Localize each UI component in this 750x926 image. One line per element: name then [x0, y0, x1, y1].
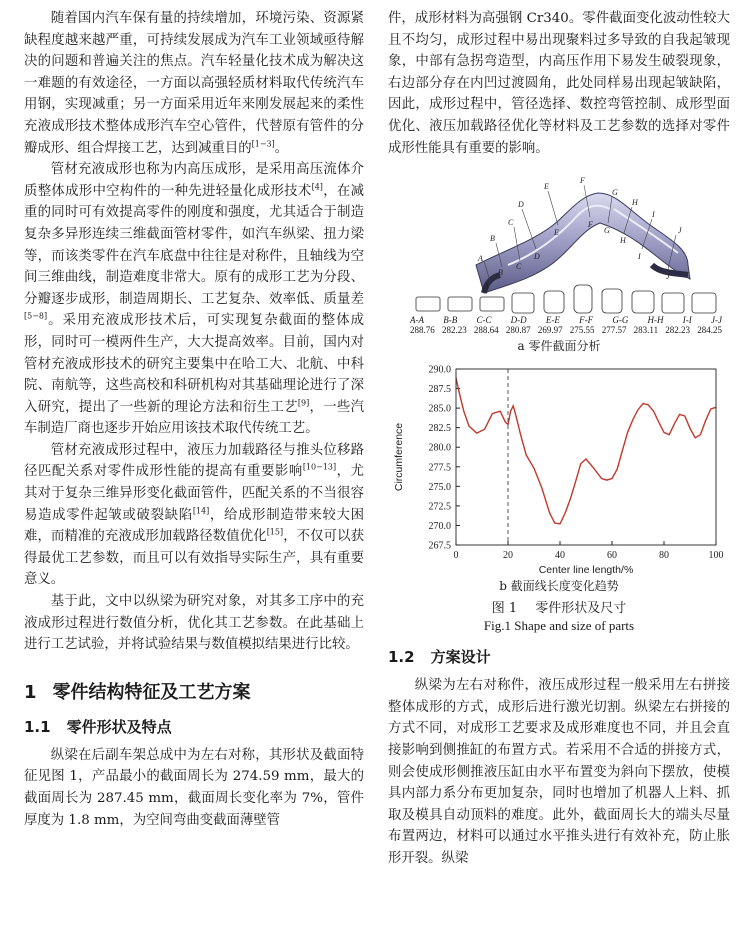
label-H1: H [632, 198, 638, 208]
scheme-design-paragraph: 纵梁为左右对称件，液压成形过程一般采用左右拼接整体成形的方式，成形后进行激光切割。纵梁左右拼接的方式不同，对成形工艺要求及成形难度也不同，并且会直接影响到侧推缸的布置方式。若采用不合适的拼接方式，则会使成形侧推液压缸由水平布置变为斜向下摆放，使模具内部力系分布更加复杂，同时也增加了机器人上料、抓取及模具自动顶料的难度。此外，截面周长大的端头尽量布置两边，材料可以通过水平推头进行有效补充，防止胀形开裂。纵梁 [388, 678, 730, 866]
label-F1: F [580, 176, 585, 186]
right-column [388, 8, 730, 870]
section-names [410, 315, 722, 325]
section-shape-J [692, 293, 716, 313]
label-G1: G [612, 188, 618, 198]
section-value: 280.87 [505, 325, 531, 336]
section-shape-E [544, 291, 564, 313]
section-name: D-D [510, 315, 527, 326]
x-tick-label: 40 [555, 550, 565, 562]
subsection-heading-1-2: 1.2 方案设计 [388, 648, 491, 667]
label-C1: C [508, 218, 514, 228]
figure-1-title-en: Fig.1 Shape and size of parts [483, 618, 635, 634]
section-shape-G [602, 289, 622, 313]
x-tick-label: 60 [607, 550, 617, 562]
label-C2: C [516, 262, 522, 272]
section-name: H-H [647, 315, 664, 326]
section-values [410, 325, 722, 335]
label-A2: A [484, 282, 489, 292]
section-value: 288.64 [473, 325, 499, 336]
intro-paragraph: 随着国内汽车保有量的持续增加，环境污染、资源紧缺程度越来越严重，可持续发展成为汽车工业领域亟待解决的问题和普遍关注的焦点。汽车轻量化技术成为解决这一难题的有效途径，一方面以高强轻质材料取代传统汽车用钢，实现减重；另一方面采用近年来刚发展起来的柔性充液成形技术整体成形汽车空心管件，代替原有管件的分瓣成形、组合焊接工艺，达到减重目的[1−3]。 [24, 11, 364, 156]
label-B2: B [498, 268, 503, 278]
section-name: J-J [710, 315, 722, 326]
x-tick-label: 100 [708, 550, 724, 562]
plot-frame [456, 369, 716, 545]
section-shape-H [632, 291, 654, 313]
section-shape-I [662, 293, 684, 313]
part-shape-continued-paragraph: 件，成形材料为高强钢 Cr340。零件截面变化波动性较大且不均匀，成形过程中易出现聚料过多导致的自我起皱现象，中部有急拐弯造型，内高压作用下易发生破裂现象，右边部分存在内凹过渡圆角，此处同样易出现起皱缺陷，因此，成形过程中，管径选择、数控弯管控制、成形型面优化、液压加载路径优化等材料及工艺参数的选择对零件成形性能具有重要的影响。 [388, 11, 730, 156]
figure-1b [388, 361, 730, 593]
figure-1-title-cn: 图 1 零件形状及尺寸 [491, 601, 627, 617]
section-shape-A [416, 297, 440, 311]
subsection-heading-1-1: 1.1 零件形状及特点 [24, 717, 172, 736]
y-tick-label: 280.0 [428, 442, 451, 454]
label-I2: I [638, 252, 641, 262]
x-tick-label: 20 [503, 550, 513, 562]
y-tick-label: 282.5 [428, 423, 451, 435]
label-J2: J [666, 272, 670, 282]
y-tick-label: 275.0 [428, 481, 451, 493]
label-E2: E [554, 228, 559, 238]
section-heading-1: 1 零件结构特征及工艺方案 [24, 681, 251, 703]
section-name: A-A [410, 315, 424, 326]
section-table [410, 315, 722, 335]
y-tick-label: 285.0 [428, 403, 451, 415]
x-axis-label: Center line length/% [538, 564, 634, 577]
section-shape-D [512, 293, 534, 313]
loading-path-paragraph: 管材充液成形过程中，液压力加载路径与推头位移路径匹配关系对零件成形性能的提高有重要影响[10−13]，尤其对于复杂三维异形变化截面管件，匹配关系的不当很容易造成零件起皱或破裂缺陷[14]，给成形制造带来较大困难，而精准的充液成形加载路径数值优化[15]，不仅可以获得最优工艺参数，而且可以有效指导实际生产，具有重要意义。 [24, 442, 365, 588]
section-shape-B [448, 297, 472, 311]
label-B1: B [490, 234, 495, 244]
section-name: E-E [545, 315, 560, 326]
hydroforming-paragraph: 管材充液成形也称为内高压成形，是采用高压流体介质整体成形中空构件的一种先进轻量化成形技术[4]，在减重的同时可有效提高零件的刚度和强度，尤其适合于制造复杂多异形连续三维截面管材零件，如汽车纵梁、扭力梁等，而该类零件在汽车底盘中往往是对称件，且轴线为空间三维曲线，制造难度非常大。原有的成形工艺为分段、分瓣逐步成形，制造周期长、工艺复杂、效率低、质量差[5−8]。采用充液成形技术后，可实现复杂截面的整体成形，同时可一模两件生产，大大提高效率。目前，国内对管材充液成形技术的研究主要集中在哈工大、北航、中科院、南航等，这些高校和科研机构对其基础理论进行了深入研究，提出了一些新的理论方法和衍生工艺[9]，一些汽车制造厂商也逐步开始应用该技术取代传统工艺。 [24, 162, 365, 437]
left-column [24, 8, 364, 831]
section-value: 283.11 [633, 325, 659, 336]
figure-1a [388, 169, 730, 355]
basis-paragraph: 基于此，文中以纵梁为研究对象，对其多工序中的充液成形过程进行数值分析，优化其工艺参数。在此基础上进行工艺试验，并将试验结果与数值模拟结果进行比较。 [24, 594, 364, 653]
label-J1: J [678, 226, 682, 236]
label-D2: D [534, 252, 540, 262]
label-D1: D [518, 200, 524, 210]
section-name: F-F [579, 315, 594, 326]
y-tick-label: 267.5 [428, 540, 451, 552]
y-tick-label: 277.5 [428, 462, 451, 474]
section-name: G-G [612, 315, 629, 326]
y-tick-label: 272.5 [428, 501, 451, 513]
x-tick-label: 80 [659, 550, 669, 562]
section-value: 275.55 [569, 325, 595, 336]
section-shape-C [480, 297, 504, 311]
part-shape-paragraph: 纵梁在后副车架总成中为左右对称，其形状及截面特征见图 1，产品最小的截面周长为 274.59 mm，最大的截面周长为 287.45 mm，截面周长变化率为 7%，管件厚度为 1.8 mm，为空间弯曲变截面薄壁管 [24, 747, 364, 828]
section-shape-F [574, 285, 592, 313]
section-name: I-I [682, 315, 692, 326]
figure-1a-caption: a 零件截面分析 [517, 339, 601, 354]
y-axis-label: Circumference [393, 423, 405, 492]
y-tick-label: 270.0 [428, 521, 451, 533]
label-H2: H [620, 236, 626, 246]
section-value: 269.97 [537, 325, 563, 336]
section-value: 282.23 [665, 325, 691, 336]
y-tick-label: 290.0 [428, 364, 451, 376]
section-value: 288.76 [410, 325, 435, 336]
figure-1b-caption: b 截面线长度变化趋势 [499, 579, 619, 594]
section-name: B-B [443, 315, 458, 326]
x-tick-label: 0 [453, 550, 459, 562]
section-value: 282.23 [441, 325, 467, 336]
label-E1: E [544, 182, 549, 192]
label-G2: G [604, 226, 610, 236]
y-tick-label: 287.5 [428, 384, 451, 396]
label-A1: A [478, 254, 483, 264]
section-name: C-C [476, 315, 492, 326]
section-value: 284.25 [697, 325, 722, 336]
circumference-series-line [456, 378, 716, 524]
label-I1: I [652, 210, 655, 220]
circumference-chart [388, 361, 730, 593]
label-F2: F [588, 220, 593, 230]
section-value: 277.57 [601, 325, 627, 336]
